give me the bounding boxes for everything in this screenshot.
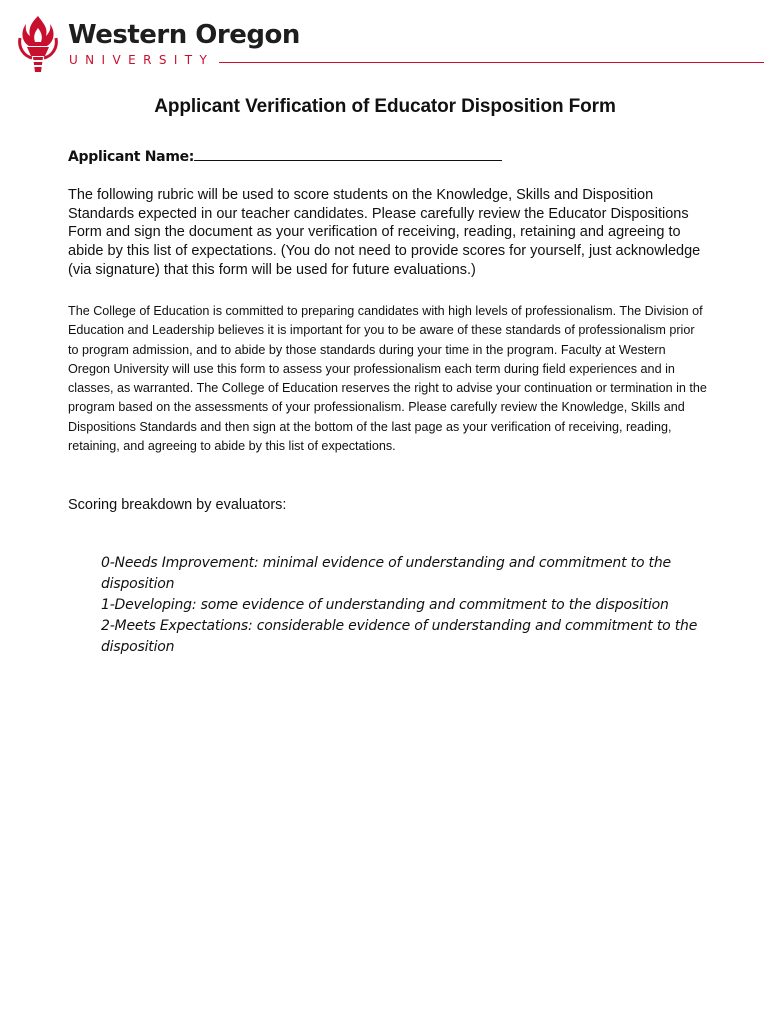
- applicant-name-row: [68, 147, 502, 165]
- scoring-level: 0-Needs Improvement: minimal evidence of understanding and commitment to the disposition: [101, 555, 671, 592]
- document-header: [14, 14, 764, 80]
- commitment-paragraph: The College of Education is committed to preparing candidates with high levels of professionalism. The Division of Education and Leadership believes it is important for you to be aware of these standards of professionalism prior to program admission, and to abide by those standards during your time in the program. Faculty at Western Oregon University will use this form to assess your professionalism each term during field experiences and in classes, as warranted. The College of Education reserves the right to advise your continuation or termination in the program based on the assessments of your professionalism. Please carefully review the Knowledge, Skills and Dispositions Standards and then sign at the bottom of the last page as your verification of receiving, reading, retaining, and agreeing to abide by this list of expectations.: [68, 304, 707, 454]
- page-title: Applicant Verification of Educator Disposition Form: [154, 96, 616, 117]
- applicant-name-field[interactable]: [194, 147, 502, 161]
- university-subtitle: UNIVERSITY: [69, 53, 215, 67]
- university-name: Western Oregon: [68, 20, 300, 50]
- torch-logo-icon: [14, 14, 62, 76]
- applicant-name-label: Applicant Name:: [68, 149, 195, 165]
- scoring-heading: Scoring breakdown by evaluators:: [68, 497, 287, 513]
- header-divider: [219, 62, 764, 63]
- scoring-levels-list: [101, 553, 701, 658]
- scoring-level: 1-Developing: some evidence of understanding and commitment to the disposition: [101, 597, 669, 613]
- intro-paragraph: The following rubric will be used to score students on the Knowledge, Skills and Disposition Standards expected in our teacher candidates. Please carefully review the Educator Dispositions Form and sign the document as your verification of receiving, reading, retaining and agreeing to abide by this list of expectations. (You do not need to provide scores for yourself, just acknowledge (via signature) that this form will be used for future evaluations.): [68, 187, 701, 278]
- scoring-level: 2-Meets Expectations: considerable evidence of understanding and commitment to the disposition: [101, 618, 698, 655]
